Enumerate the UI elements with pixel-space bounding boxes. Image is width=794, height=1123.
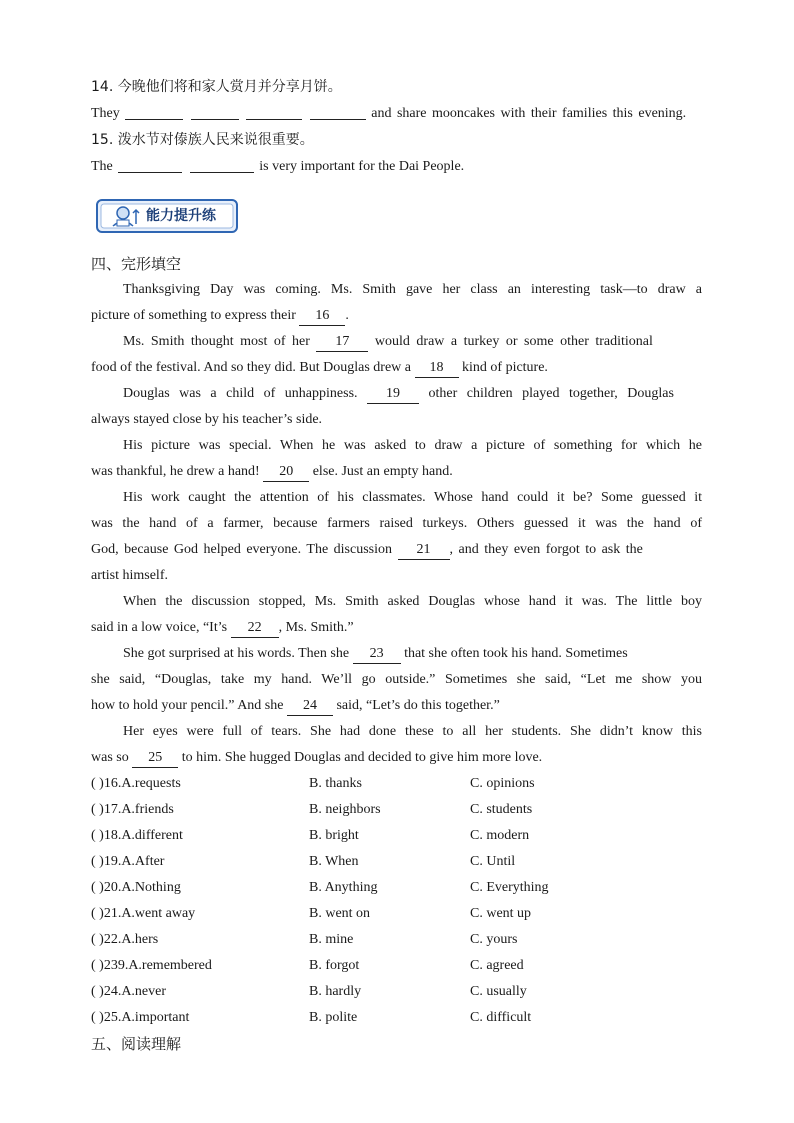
blank-22[interactable]: 22 [231,619,279,638]
option-b-17[interactable]: B. neighbors [309,802,381,817]
q14-english: They and share mooncakes with their families this evening. [91,101,702,127]
ability-section-banner [96,198,238,234]
passage-line: always stayed close by his teacher’s side. [91,412,323,427]
section-five-title: 五、阅读理解 [91,1035,182,1053]
option-c-16[interactable]: C. opinions [470,776,535,791]
blank-21[interactable]: 21 [398,541,450,560]
q15-chinese: 15. 泼水节对傣族人民来说很重要。 [91,132,314,148]
option-c-17[interactable]: C. students [470,802,533,817]
blank-18[interactable]: 18 [415,359,459,378]
option-b-18[interactable]: B. bright [309,828,359,843]
option-a-17[interactable]: ( )17.A.friends [91,802,174,817]
answer-blank[interactable] [125,103,183,120]
blank-17[interactable]: 17 [316,333,368,352]
option-c-20[interactable]: C. Everything [470,880,549,895]
passage-line: was so 25 to him. She hugged Douglas and decided to give him more love. [91,745,702,771]
answer-blank[interactable] [191,103,239,120]
passage-line: was thankful, he drew a hand! 20 else. Just an empty hand. [91,459,702,485]
option-c-22[interactable]: C. yours [470,932,518,947]
option-a-22[interactable]: ( )22.A.hers [91,932,159,947]
option-a-19[interactable]: ( )19.A.After [91,854,165,869]
option-b-24[interactable]: B. hardly [309,984,362,999]
passage-line: Thanksgiving Day was coming. Ms. Smith gave her class an interesting task—to draw a [123,282,702,297]
option-b-25[interactable]: B. polite [309,1010,358,1025]
option-a-16[interactable]: ( )16.A.requests [91,776,181,791]
option-c-25[interactable]: C. difficult [470,1010,532,1025]
blank-20[interactable]: 20 [263,463,309,482]
passage-line: was the hand of a farmer, because farmers raised turkeys. Others guessed it was the hand of [91,516,702,531]
passage-line: Douglas was a child of unhappiness. 19 other children played together, Douglas [123,381,702,407]
option-b-16[interactable]: B. thanks [309,776,362,791]
passage-line: she said, “Douglas, take my hand. We’ll go outside.” Sometimes she said, “Let me show you [91,672,702,687]
option-a-18[interactable]: ( )18.A.different [91,828,183,843]
banner-label: 能力提升练 [146,208,216,224]
blank-25[interactable]: 25 [132,749,178,768]
blank-19[interactable]: 19 [367,385,419,404]
blank-24[interactable]: 24 [287,697,333,716]
passage-line: food of the festival. And so they did. But Douglas drew a 18 kind of picture. [91,355,702,381]
blank-16[interactable]: 16 [299,307,345,326]
passage-line: how to hold your pencil.” And she 24 said, “Let’s do this together.” [91,693,702,719]
passage-line: She got surprised at his words. Then she 23 that she often took his hand. Sometimes [123,641,702,667]
option-b-23[interactable]: B. forgot [309,958,360,973]
answer-blank[interactable] [246,103,302,120]
q14-chinese: 14. 今晚他们将和家人赏月并分享月饼。 [91,79,342,95]
passage-line: His picture was special. When he was asked to draw a picture of something for which he [123,438,702,453]
answer-blank[interactable] [190,156,254,173]
blank-23[interactable]: 23 [353,645,401,664]
option-a-21[interactable]: ( )21.A.went away [91,906,196,921]
answer-blank[interactable] [310,103,366,120]
option-c-21[interactable]: C. went up [470,906,532,921]
passage-line: His work caught the attention of his classmates. Whose hand could it be? Some guessed it [123,490,702,505]
option-a-25[interactable]: ( )25.A.important [91,1010,190,1025]
option-b-21[interactable]: B. went on [309,906,371,921]
answer-blank[interactable] [118,156,182,173]
passage-line: picture of something to express their 16 . [91,303,702,329]
option-c-23[interactable]: C. agreed [470,958,524,973]
option-c-18[interactable]: C. modern [470,828,530,843]
option-a-23[interactable]: ( )239.A.remembered [91,958,212,973]
option-b-19[interactable]: B. When [309,854,359,869]
q15-english: The is very important for the Dai People. [91,154,702,180]
option-c-24[interactable]: C. usually [470,984,527,999]
passage-line: When the discussion stopped, Ms. Smith asked Douglas whose hand it was. The little boy [123,594,702,609]
option-b-22[interactable]: B. mine [309,932,354,947]
passage-line: artist himself. [91,568,168,583]
option-a-20[interactable]: ( )20.A.Nothing [91,880,181,895]
option-b-20[interactable]: B. Anything [309,880,378,895]
passage-line: Her eyes were full of tears. She had done these to all her students. She didn’t know this [123,724,702,739]
passage-line: said in a low voice, “It’s 22 , Ms. Smith.” [91,615,702,641]
option-a-24[interactable]: ( )24.A.never [91,984,167,999]
passage-line: Ms. Smith thought most of her 17 would draw a turkey or some other traditional [123,329,702,355]
section-four-title: 四、完形填空 [91,255,182,273]
passage-line: God, because God helped everyone. The discussion 21 , and they even forgot to ask the [91,537,702,563]
option-c-19[interactable]: C. Until [470,854,516,869]
